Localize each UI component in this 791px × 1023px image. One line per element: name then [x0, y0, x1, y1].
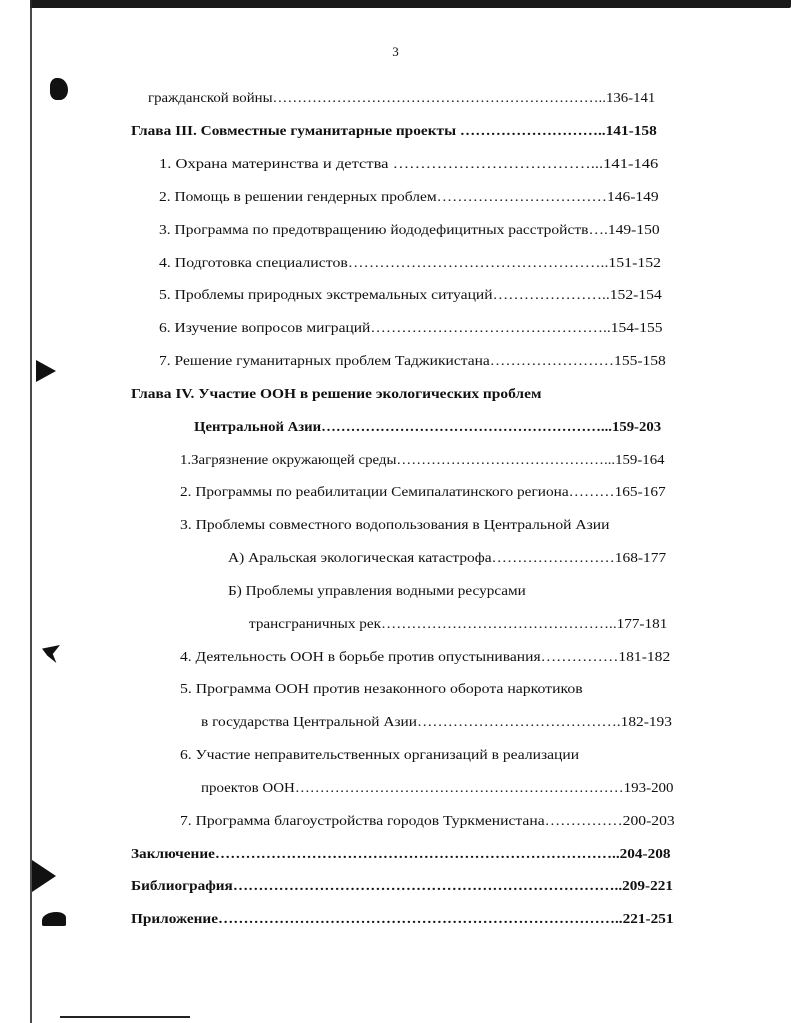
toc-entry: 5. Проблемы природных экстремальных ситуаций…………………..152-154 [159, 288, 662, 303]
toc-entry: 3. Проблемы совместного водопользования в Центральной Азии [180, 518, 610, 533]
toc-entry: гражданской войны…………………………………………………………..136-141 [148, 91, 656, 106]
toc-entry: 2. Помощь в решении гендерных проблем……………………………146-149 [159, 190, 659, 205]
toc-entry: 2. Программы по реабилитации Семипалатинского региона………165-167 [180, 485, 666, 500]
toc-chapter-heading: Глава III. Совместные гуманитарные проекты ………………………..141-158 [131, 124, 657, 139]
toc-entry: 7. Программа благоустройства городов Туркменистана……………200-203 [180, 814, 675, 829]
toc-chapter-heading: Глава IV. Участие ООН в решение экологических проблем [131, 387, 542, 402]
toc-entry: проектов ООН…………………………………………………………193-200 [201, 781, 674, 796]
toc-entry: 4. Деятельность ООН в борьбе против опустынивания……………181-182 [180, 650, 671, 665]
toc-subentry: Б) Проблемы управления водными ресурсами [228, 584, 526, 599]
toc-entry: 1. Охрана материнства и детства ………………………………...141-146 [159, 157, 659, 172]
toc-entry: 7. Решение гуманитарных проблем Таджикистана……………………155-158 [159, 354, 666, 369]
toc-entry: 1.Загрязнение окружающей среды……………………………………...159-164 [180, 453, 665, 468]
toc-section-heading: Приложение……………………………………………………………………..221-251 [131, 912, 674, 927]
toc-entry: 6. Участие неправительственных организаций в реализации [180, 748, 580, 763]
toc-chapter-heading: Центральной Азии…………………………………………………...159-203 [194, 420, 662, 435]
page-number: 3 [392, 44, 399, 59]
toc-entry: в государства Центральной Азии………………………………….182-193 [201, 715, 672, 730]
toc-entry: 6. Изучение вопросов миграций………………………………………..154-155 [159, 321, 663, 336]
toc-entry: 3. Программа по предотвращению йододефицитных расстройств….149-150 [159, 223, 660, 238]
toc-subentry: А) Аральская экологическая катастрофа……………………168-177 [228, 551, 667, 566]
toc-entry: 4. Подготовка специалистов…………………………………………..151-152 [159, 256, 662, 271]
toc-entry: 5. Программа ООН против незаконного оборота наркотиков [180, 682, 583, 697]
toc-section-heading: Заключение……………………………………………………………………..204-208 [131, 847, 671, 862]
toc-subentry: трансграничных рек………………………………………..177-181 [249, 617, 668, 632]
toc-section-heading: Библиография…………………………………………………………………..209-221 [131, 879, 674, 894]
